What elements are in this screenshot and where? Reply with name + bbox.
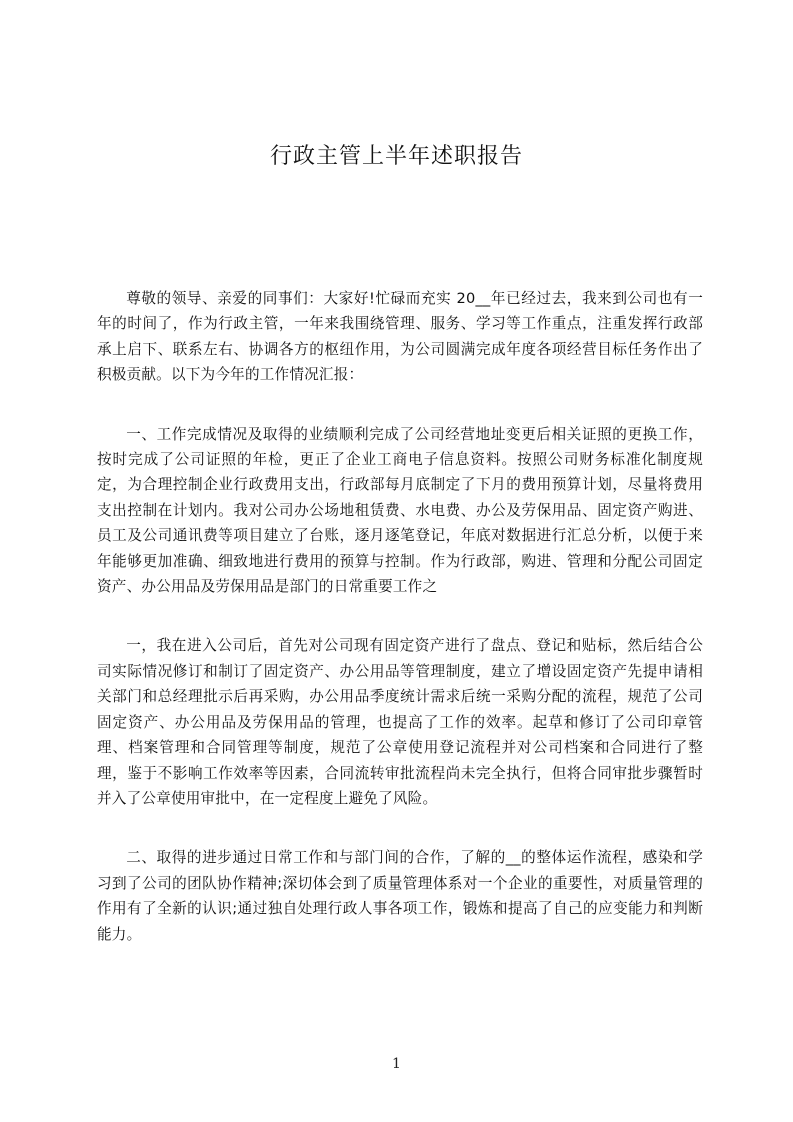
document-body [97, 286, 703, 981]
paragraph-progress: 二、取得的进步通过日常工作和与部门间的合作，了解的__的整体运作流程，感染和学习到了公司的团队协作精神;深切体会到了质量管理体系对一个企业的重要性，对质量管理的作用有了全新的认识;通过独自处理行政人事各项工作，锻炼和提高了自己的应变能力和判断能力。 [97, 849, 703, 943]
paragraph-work-completion: 一、工作完成情况及取得的业绩顺利完成了公司经营地址变更后相关证照的更换工作，按时完成了公司证照的年检，更正了企业工商电子信息资料。按照公司财务标准化制度规定，为合理控制企业行政费用支出，行政部每月底制定了下月的费用预算计划，尽量将费用支出控制在计划内。我对公司办公场地租赁费、水电费、办公及劳保用品、固定资产购进、员工及公司通讯费等项目建立了台账，逐月逐笔登记，年底对数据进行汇总分析，以便于来年能够更加准确、细致地进行费用的预算与控制。作为行政部，购进、管理和分配公司固定资产、办公用品及劳保用品是部门的日常重要工作之 [97, 425, 703, 596]
paragraph-greeting: 尊敬的领导、亲爱的同事们：大家好!忙碌而充实 20__年已经过去，我来到公司也有一年的时间了，作为行政主管，一年来我围绕管理、服务、学习等工作重点，注重发挥行政部承上启下、联系左右、协调各方的枢纽作用，为公司圆满完成年度各项经营目标任务作出了积极贡献。以下为今年的工作情况汇报： [97, 290, 703, 384]
page-number: 1 [392, 1056, 401, 1072]
paragraph-asset-management: 一，我在进入公司后，首先对公司现有固定资产进行了盘点、登记和贴标，然后结合公司实际情况修订和制订了固定资产、办公用品等管理制度，建立了增设固定资产先提申请相关部门和总经理批示后再采购，办公用品季度统计需求后统一采购分配的流程，规范了公司固定资产、办公用品及劳保用品的管理，也提高了工作的效率。起草和修订了公司印章管理、档案管理和合同管理等制度，规范了公章使用登记流程并对公司档案和合同进行了整理，鉴于不影响工作效率等因素，合同流转审批流程尚未完全执行，但将合同审批步骤暂时并入了公章使用审批中，在一定程度上避免了风险。 [97, 637, 703, 807]
document-title: 行政主管上半年述职报告 [269, 144, 523, 169]
